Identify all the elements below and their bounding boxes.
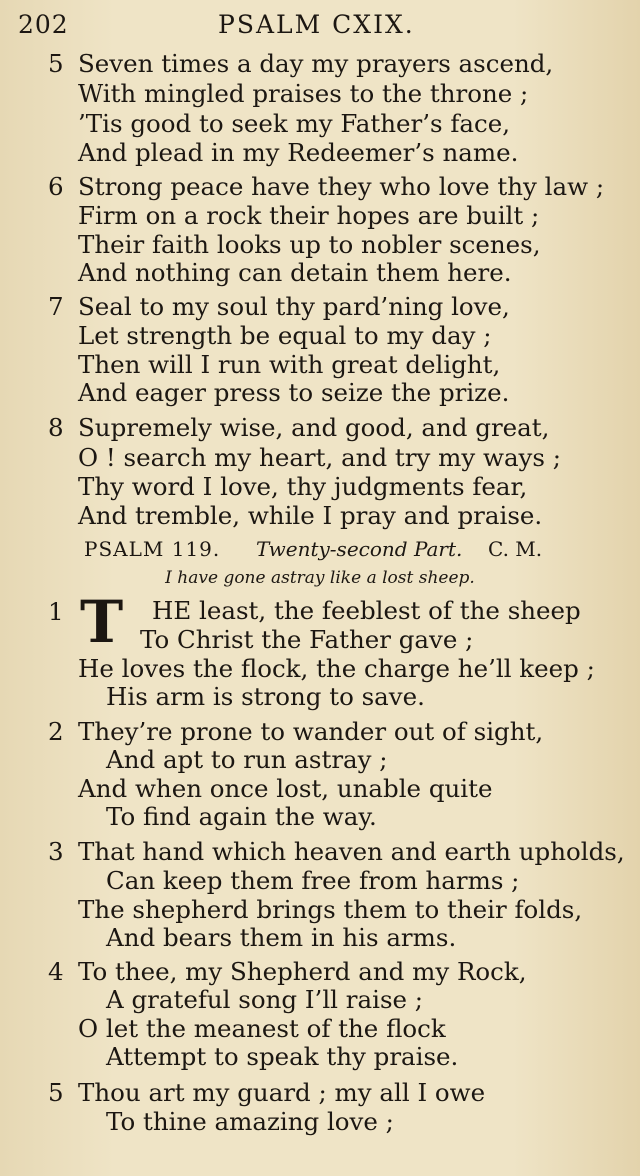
verse-number: 7 xyxy=(48,292,64,321)
verse-number: 4 xyxy=(48,957,64,986)
verse-line: To thine amazing love ; xyxy=(106,1107,394,1136)
verse-line: Thy word I love, thy judgments fear, xyxy=(78,472,528,501)
verse-line: With mingled praises to the throne ; xyxy=(78,79,529,108)
verse-line: And tremble, while I pray and praise. xyxy=(78,501,543,530)
verse-line: To Christ the Father gave ; xyxy=(140,625,474,654)
verse-line: The shepherd brings them to their folds, xyxy=(78,895,583,924)
verse-line: He loves the flock, the charge he’ll keep ; xyxy=(78,654,595,683)
verse-line: And eager press to seize the prize. xyxy=(78,378,510,407)
verse-number: 3 xyxy=(48,837,64,866)
verse-number: 6 xyxy=(48,172,64,201)
verse-line: ’Tis good to seek my Father’s face, xyxy=(78,109,511,138)
verse-line: And apt to run astray ; xyxy=(106,745,388,774)
verse-line: Strong peace have they who love thy law ; xyxy=(78,172,605,201)
running-title: PSALM CXIX. xyxy=(218,10,415,39)
verse-number: 8 xyxy=(48,413,64,442)
verse-line: Then will I run with great delight, xyxy=(78,350,501,379)
verse-line: Firm on a rock their hopes are built ; xyxy=(78,201,540,230)
page-header xyxy=(18,10,618,44)
verse-line: And nothing can detain them here. xyxy=(78,258,512,287)
verse-line: And plead in my Redeemer’s name. xyxy=(78,138,519,167)
verse-line: Seven times a day my prayers ascend, xyxy=(78,49,554,78)
section-psalm: PSALM 119. xyxy=(84,537,221,561)
page-number: 202 xyxy=(18,10,69,39)
verse-line: And bears them in his arms. xyxy=(106,923,457,952)
verse-line: Their faith looks up to nobler scenes, xyxy=(78,230,541,259)
section-meter: C. M. xyxy=(488,537,543,561)
section-heading xyxy=(84,537,604,567)
verse-line: HE least, the feeblest of the sheep xyxy=(152,596,581,625)
epigraph: I have gone astray like a lost sheep. xyxy=(165,568,475,588)
drop-cap: T xyxy=(80,588,124,656)
verse-number: 2 xyxy=(48,717,64,746)
verse-line: Thou art my guard ; my all I owe xyxy=(78,1078,486,1107)
verse-number: 1 xyxy=(48,597,64,626)
verse-number: 5 xyxy=(48,1078,64,1107)
verse-line: To thee, my Shepherd and my Rock, xyxy=(78,957,527,986)
verse-line: They’re prone to wander out of sight, xyxy=(78,717,544,746)
verse-line: His arm is strong to save. xyxy=(106,682,425,711)
verse-line: Attempt to speak thy praise. xyxy=(106,1042,459,1071)
verse-number: 5 xyxy=(48,49,64,78)
verse-line: That hand which heaven and earth upholds, xyxy=(78,837,625,866)
verse-line: O let the meanest of the flock xyxy=(78,1014,446,1043)
verse-line: Supremely wise, and good, and great, xyxy=(78,413,550,442)
verse-line: Let strength be equal to my day ; xyxy=(78,321,492,350)
verse-line: And when once lost, unable quite xyxy=(78,774,493,803)
verse-line: O ! search my heart, and try my ways ; xyxy=(78,443,562,472)
section-part: Twenty-second Part. xyxy=(256,537,463,561)
verse-line: Seal to my soul thy pard’ning love, xyxy=(78,292,510,321)
verse-line: Can keep them free from harms ; xyxy=(106,866,520,895)
verse-line: To find again the way. xyxy=(106,802,377,831)
verse-line: A grateful song I’ll raise ; xyxy=(106,985,424,1014)
